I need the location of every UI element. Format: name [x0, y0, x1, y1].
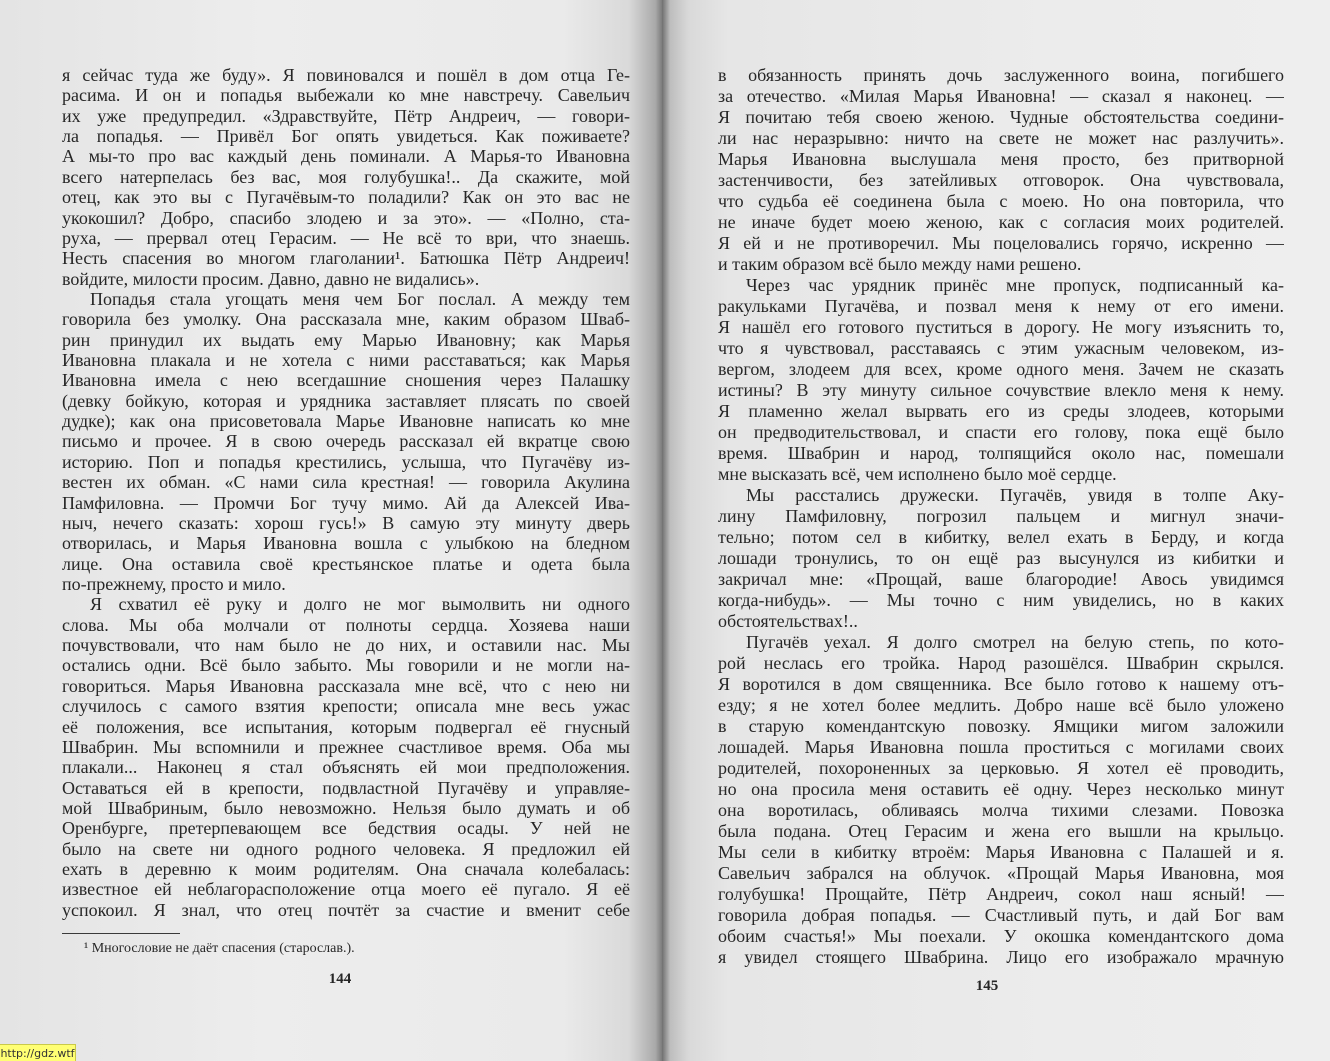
footnote-divider	[62, 933, 180, 934]
right-page-line: что я чувствовал, расставаясь с этим ужасным человеком, из-	[718, 338, 1284, 358]
right-page-line: когда-нибудь». — Мы точно с ним увиделись, но в каких	[718, 590, 1284, 610]
right-page-line: Я пламенно желал вырвать его из среды злодеев, которыми	[718, 401, 1284, 421]
right-page-line: ракульками Пугачёва, и позвал меня к нему от его имени.	[718, 296, 1284, 316]
right-page-line: Мы сели в кибитку втроём: Марья Ивановна с Палашей и я.	[718, 842, 1284, 862]
right-page-line: Марья Ивановна выслушала меня просто, без притворной	[718, 149, 1284, 169]
left-page-line: плакали... Наконец я стал объяснять ей мои предположения.	[62, 757, 630, 778]
right-page-line: Пугачёв уехал. Я долго смотрел на белую степь, по кото-	[746, 632, 1284, 652]
watermark-link[interactable]: http://gdz.wtf	[0, 1044, 76, 1061]
right-page-line: была подана. Отец Герасим и жена его вышли на крыльцо.	[718, 821, 1284, 841]
right-page-line: и таким образом всё было между нами решено.	[718, 254, 1082, 274]
left-page-line: случилось с самого взятия крепости; описала мне весь ужас	[62, 696, 630, 717]
right-page-line: ли нас неразрывно: ничто на свете не может нас разлучить».	[718, 128, 1284, 148]
left-page-line: всего натерпелась без вас, моя голубушка!.. Да скажите, мой	[62, 166, 630, 187]
left-page-line: лице. Она оставила своё крестьянское платье и одета была	[62, 553, 630, 574]
right-page-line: Я воротился в дом священника. Все было готово к нашему отъ-	[718, 674, 1284, 694]
right-page-line: Савельич забрался на облучок. «Прощай Марья Ивановна, моя	[718, 863, 1284, 883]
right-page-line: езду; я не хотел более медлить. Добро наше всё было уложено	[718, 695, 1284, 715]
right-page-line: Через час урядник принёс мне пропуск, подписанный ка-	[746, 275, 1284, 295]
left-page-line: вестен их обман. «С нами сила крестная! — говорила Акулина	[62, 472, 630, 493]
left-page-line: ныч, нечего сказать: хорош гусь!» В самую эту минуту дверь	[62, 512, 630, 533]
right-page-line: истины? В эту минуту сильное сочувствие влекло меня к нему.	[718, 380, 1284, 400]
left-page-line: А мы-то про вас каждый день поминали. А Марья-то Ивановна	[62, 146, 630, 167]
right-page	[662, 0, 1330, 1061]
left-page-line: отворилась, и Марья Ивановна вошла с улыбкою на бледном	[62, 533, 630, 554]
left-page-line: Я схватил её руку и долго не мог вымолвить ни одного	[90, 594, 630, 615]
right-page-line: я увидел стоящего Швабрина. Лицо его изображало мрачную	[718, 947, 1284, 967]
footnote: ¹ Многословие не даёт спасения (старослав.).	[84, 941, 355, 956]
left-page-line: письмо и прочее. Я в свою очередь рассказал ей вкратце свою	[62, 431, 630, 452]
left-page-line: ла попадья. — Привёл Бог опять увидеться. Как поживаете?	[62, 126, 630, 147]
right-page-line: рой неслась его тройка. Народ разошёлся. Швабрин скрылся.	[718, 653, 1284, 673]
right-page-line: обстоятельствах!..	[718, 611, 858, 631]
left-page-line: слова. Мы оба молчали от полноты сердца. Хозяева наши	[62, 614, 630, 635]
right-page-line: лошадей. Марья Ивановна пошла проститься с могилами своих	[718, 737, 1284, 757]
left-page-line: успокоил. Я знал, что отец почтёт за счастие и вменит себе	[62, 899, 630, 920]
left-page-line: руха, — прервал отец Герасим. — Не всё то ври, что знаешь.	[62, 227, 630, 248]
right-page-line: мне высказать всё, чем исполнено было моё сердце.	[718, 464, 1117, 484]
left-page-line: Оренбурге, претерпевающем все бедствия осады. У ней не	[62, 818, 630, 839]
left-page-line: отец, как это вы с Пугачёвым-то поладили? Как он это вас не	[62, 187, 630, 208]
left-page-line: Швабрин. Мы вспомнили и прежнее счастливое время. Оба мы	[62, 736, 630, 757]
left-page-line: известное ей неблагорасположение отца моего её пугало. Я её	[62, 879, 630, 900]
left-page-line: ехать в деревню к моим родителям. Она сначала колебалась:	[62, 859, 630, 880]
left-page-line: дудке); как она присоветовала Марье Ивановне написать ко мне	[62, 411, 630, 432]
right-page-line: Я ей и не противоречил. Мы поцеловались горячо, искренно —	[718, 233, 1284, 253]
left-page-line: её положения, все испытания, которым подвергал её гнусный	[62, 716, 630, 737]
right-page-line: тельно; потом сел в кибитку, велел ехать в Берду, и когда	[718, 527, 1284, 547]
left-page-line: расима. И он и попадья выбежали ко мне навстречу. Савельич	[62, 85, 630, 106]
left-page-line: остались одни. Всё было забыто. Мы говорили и не могли на-	[62, 655, 630, 676]
left-page-line: Попадья стала угощать меня чем Бог послал. А между тем	[90, 288, 630, 309]
right-page-line: родителей, похороненных за церковью. Я хотел её проводить,	[718, 758, 1284, 778]
page-number-left: 144	[328, 971, 352, 987]
page-number-right: 145	[975, 978, 999, 994]
right-page-line: Я нашёл его готового пуститься в дорогу. Не могу изъяснить то,	[718, 317, 1284, 337]
left-page-line: говориться. Марья Ивановна рассказала мне всё, что с нею ни	[62, 675, 630, 696]
right-page-line: говорила добрая попадья. — Счастливый путь, и дай Бог вам	[718, 905, 1284, 925]
right-page-text	[718, 65, 1284, 968]
left-page-line: укокошил? Добро, спасибо злодею и за это». — «Полно, ста-	[62, 207, 630, 228]
right-page-line: обоим счастья!» Мы поехали. У окошка комендантского дома	[718, 926, 1284, 946]
right-page-line: голубушка! Прощайте, Пётр Андреич, сокол наш ясный! —	[718, 884, 1284, 904]
right-page-line: застенчивости, без затейливых отговорок. Она чувствовала,	[718, 170, 1284, 190]
left-page-line: Ивановна плакала и не хотела с ними расставаться; как Марья	[62, 350, 630, 371]
right-page-line: за отечество. «Милая Марья Ивановна! — сказал я наконец. —	[718, 86, 1284, 106]
left-page-line: мой Швабриным, было невозможно. Нельзя было думать и об	[62, 797, 630, 818]
right-page-line: не иначе будет моею женою, как с согласия моих родителей.	[718, 212, 1284, 232]
right-page-line: закричал мне: «Прощай, ваше благородие! Авось увидимся	[718, 569, 1284, 589]
left-page-line: по-прежнему, просто и мило.	[62, 573, 286, 594]
left-page-line: их уже предупредил. «Здравствуйте, Пётр Андреич, — говори-	[62, 105, 630, 126]
left-page-line: рин принудил их выдать ему Марью Ивановну; как Марья	[62, 329, 630, 350]
left-page-line: Ивановна имела с нею всегдашние сношения через Палашку	[62, 370, 630, 391]
right-page-line: в обязанность принять дочь заслуженного воина, погибшего	[718, 65, 1284, 85]
right-page-line: она воротилась, обливаясь молча тихими слезами. Повозка	[718, 800, 1284, 820]
right-page-line: он предводительствовал, и спасти его голову, пока ещё было	[718, 422, 1284, 442]
right-page-line: лину Памфиловну, погрозил пальцем и мигнул значи-	[718, 506, 1284, 526]
left-page-text	[62, 65, 630, 920]
left-page-line: Памфиловна. — Промчи Бог тучу мимо. Ай да Алексей Ива-	[62, 492, 630, 513]
left-page	[0, 0, 662, 1061]
left-page-line: почувствовали, что нам было не до них, и оставили нас. Мы	[62, 635, 630, 656]
right-page-line: Мы расстались дружески. Пугачёв, увидя в толпе Аку-	[746, 485, 1284, 505]
left-page-line: историю. Поп и попадья крестились, услыша, что Пугачёву из-	[62, 451, 630, 472]
right-page-line: но она просила меня оставить её одну. Через несколько минут	[718, 779, 1284, 799]
right-page-line: что судьба её соединена была с моею. Но она повторила, что	[718, 191, 1284, 211]
left-page-line: (девку бойкую, которая и урядника заставляет плясать по своей	[62, 390, 630, 411]
left-page-line: Несть спасения во многом глаголании¹. Батюшка Пётр Андреич!	[62, 248, 630, 269]
right-page-line: время. Швабрин и народ, толпящийся около нас, помешали	[718, 443, 1284, 463]
left-page-line: говорила без умолку. Она рассказала мне, каким образом Шваб-	[62, 309, 630, 330]
left-page-line: войдите, милости просим. Давно, давно не видались».	[62, 268, 480, 289]
right-page-line: Я почитаю тебя своею женою. Чудные обстоятельства соедини-	[718, 107, 1284, 127]
right-page-line: вергом, злодеем для всех, кроме одного меня. Зачем не сказать	[718, 359, 1284, 379]
left-page-line: было на свете ни одного родного человека. Я предложил ей	[62, 838, 630, 859]
right-page-line: в старую комендантскую повозку. Ямщики мигом заложили	[718, 716, 1284, 736]
left-page-line: я сейчас туда же буду». Я повиновался и пошёл в дом отца Ге-	[62, 65, 630, 85]
left-page-line: Оставаться ей в крепости, подвластной Пугачёву и управляе-	[62, 777, 630, 798]
right-page-line: лошади тронулись, то он ещё раз высунулся из кибитки и	[718, 548, 1284, 568]
